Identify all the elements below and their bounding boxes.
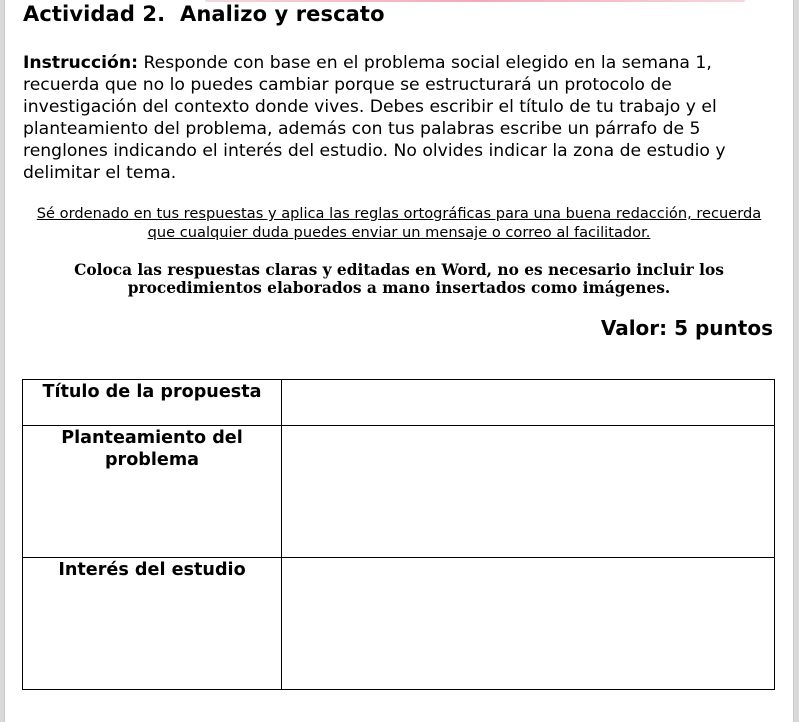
row-label-interes: Interés del estudio — [23, 558, 282, 690]
row-label-planteamiento: Planteamiento del problema — [23, 426, 282, 558]
instruction-paragraph — [23, 52, 771, 184]
document-page — [4, 0, 794, 722]
answer-cell-planteamiento[interactable] — [282, 426, 775, 558]
ortography-note: Sé ordenado en tus respuestas y aplica las reglas ortográficas para una buena redacción, recuerda que cualquier duda puedes enviar un mensaje o correo al facilitador. — [36, 205, 762, 241]
score-value: Valor: 5 puntos — [600, 316, 773, 340]
table-row — [23, 426, 775, 558]
word-format-note: Coloca las respuestas claras y editadas en Word, no es necesario incluir los procedimientos elaborados a mano insertados como imágenes. — [74, 261, 724, 297]
row-label-titulo: Título de la propuesta — [23, 380, 282, 426]
table-row — [23, 380, 775, 426]
answer-cell-interes[interactable] — [282, 558, 775, 690]
table-row — [23, 558, 775, 690]
activity-title: Actividad 2. Analizo y rescato — [23, 2, 385, 26]
instruction-text: Responde con base en el problema social elegido en la semana 1, recuerda que no lo puedes cambiar porque se estructurará un protocolo de investigación del contexto donde vives. Debes escribir el título de tu trabajo y el planteamiento del problema, además con tus palabras escribe un párrafo de 5 renglones indicando el interés del estudio. No olvides indicar la zona de estudio y delimitar el tema. — [23, 53, 726, 183]
answer-table — [22, 379, 775, 690]
instruction-label: Instrucción: — [23, 53, 138, 73]
answer-cell-titulo[interactable] — [282, 380, 775, 426]
